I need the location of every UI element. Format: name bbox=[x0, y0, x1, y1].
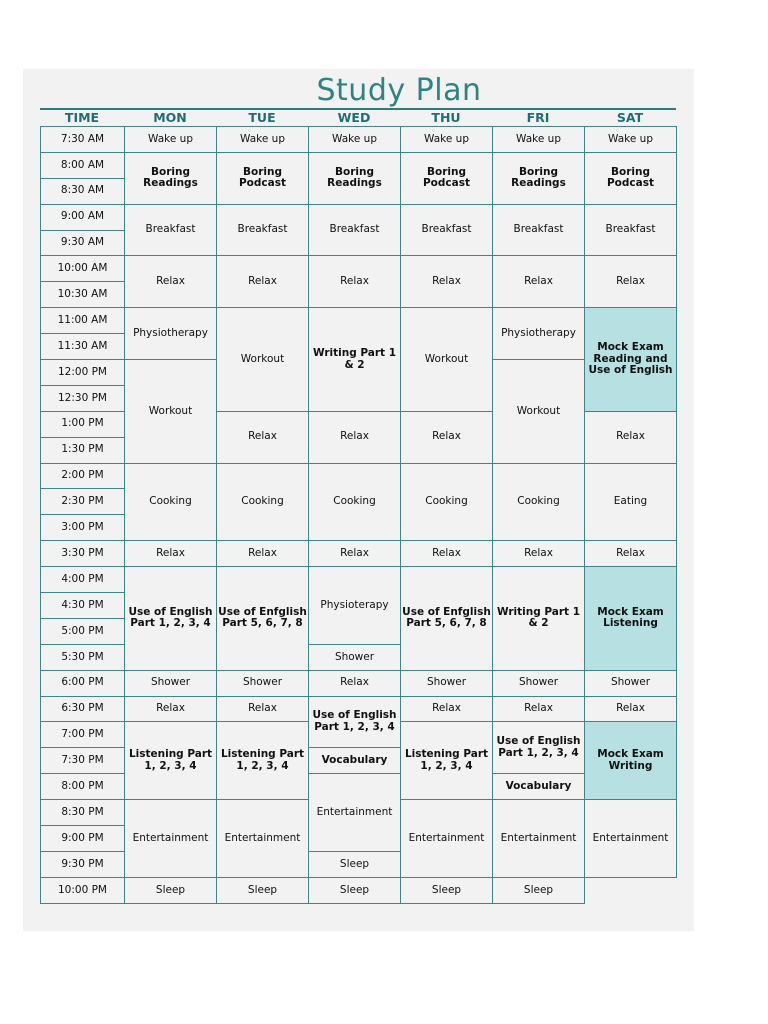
wed-activity-cell: Entertainment bbox=[309, 774, 401, 852]
time-cell: 8:00 PM bbox=[41, 774, 125, 800]
tue-activity-cell: Workout bbox=[217, 308, 309, 412]
wed-activity-cell: Relax bbox=[309, 256, 401, 308]
fri-activity-cell: Cooking bbox=[493, 463, 585, 541]
time-cell: 7:30 PM bbox=[41, 748, 125, 774]
column-header-time: TIME bbox=[64, 110, 100, 125]
time-cell: 7:00 PM bbox=[41, 722, 125, 748]
time-cell: 10:00 PM bbox=[41, 877, 125, 903]
sat-activity-cell: Boring Podcast bbox=[585, 152, 677, 204]
time-cell: 11:30 AM bbox=[41, 334, 125, 360]
sat-activity-cell: Relax bbox=[585, 411, 677, 463]
fri-activity-cell: Physiotherapy bbox=[493, 308, 585, 360]
time-cell: 12:00 PM bbox=[41, 360, 125, 386]
wed-activity-cell: Relax bbox=[309, 670, 401, 696]
fri-activity-cell: Workout bbox=[493, 360, 585, 464]
time-cell: 5:00 PM bbox=[41, 618, 125, 644]
table-row bbox=[41, 152, 677, 178]
fri-activity-cell: Wake up bbox=[493, 127, 585, 153]
mon-activity-cell: Sleep bbox=[125, 877, 217, 903]
column-header-fri: FRI bbox=[526, 110, 550, 125]
mon-activity-cell: Relax bbox=[125, 696, 217, 722]
sat-activity-cell: Eating bbox=[585, 463, 677, 541]
time-cell: 2:30 PM bbox=[41, 489, 125, 515]
sat-activity-cell: Mock Exam Reading and Use of English bbox=[585, 308, 677, 412]
mon-activity-cell: Physiotherapy bbox=[125, 308, 217, 360]
wed-activity-cell: Vocabulary bbox=[309, 748, 401, 774]
thu-activity-cell: Wake up bbox=[401, 127, 493, 153]
thu-activity-cell: Use of Enfglish Part 5, 6, 7, 8 bbox=[401, 567, 493, 671]
fri-activity-cell: Breakfast bbox=[493, 204, 585, 256]
wed-activity-cell: Relax bbox=[309, 411, 401, 463]
column-header-mon: MON bbox=[153, 110, 187, 125]
time-cell: 8:30 AM bbox=[41, 178, 125, 204]
time-cell: 11:00 AM bbox=[41, 308, 125, 334]
schedule-table bbox=[40, 126, 677, 904]
table-row bbox=[41, 204, 677, 230]
tue-activity-cell: Relax bbox=[217, 411, 309, 463]
time-cell: 8:00 AM bbox=[41, 152, 125, 178]
sat-activity-cell: Relax bbox=[585, 541, 677, 567]
mon-activity-cell: Breakfast bbox=[125, 204, 217, 256]
time-cell: 10:00 AM bbox=[41, 256, 125, 282]
column-header-wed: WED bbox=[337, 110, 371, 125]
mon-activity-cell: Cooking bbox=[125, 463, 217, 541]
fri-activity-cell: Writing Part 1 & 2 bbox=[493, 567, 585, 671]
time-cell: 2:00 PM bbox=[41, 463, 125, 489]
thu-activity-cell: Workout bbox=[401, 308, 493, 412]
time-cell: 4:00 PM bbox=[41, 567, 125, 593]
tue-activity-cell: Breakfast bbox=[217, 204, 309, 256]
wed-activity-cell: Wake up bbox=[309, 127, 401, 153]
wed-activity-cell: Use of English Part 1, 2, 3, 4 bbox=[309, 696, 401, 748]
thu-activity-cell: Relax bbox=[401, 411, 493, 463]
tue-activity-cell: Cooking bbox=[217, 463, 309, 541]
tue-activity-cell: Shower bbox=[217, 670, 309, 696]
time-cell: 9:30 AM bbox=[41, 230, 125, 256]
thu-activity-cell: Entertainment bbox=[401, 800, 493, 878]
thu-activity-cell: Boring Podcast bbox=[401, 152, 493, 204]
time-cell: 9:00 PM bbox=[41, 826, 125, 852]
thu-activity-cell: Relax bbox=[401, 256, 493, 308]
tue-activity-cell: Relax bbox=[217, 541, 309, 567]
tue-activity-cell: Wake up bbox=[217, 127, 309, 153]
mon-activity-cell: Use of English Part 1, 2, 3, 4 bbox=[125, 567, 217, 671]
wed-activity-cell: Physioterapy bbox=[309, 567, 401, 645]
fri-activity-cell: Relax bbox=[493, 256, 585, 308]
wed-activity-cell: Shower bbox=[309, 644, 401, 670]
sat-activity-cell: Breakfast bbox=[585, 204, 677, 256]
mon-activity-cell: Relax bbox=[125, 256, 217, 308]
fri-activity-cell: Relax bbox=[493, 541, 585, 567]
fri-activity-cell: Boring Readings bbox=[493, 152, 585, 204]
mon-activity-cell: Entertainment bbox=[125, 800, 217, 878]
sat-activity-cell: Mock Exam Writing bbox=[585, 722, 677, 800]
sat-activity-cell: Relax bbox=[585, 256, 677, 308]
sat-activity-cell: Shower bbox=[585, 670, 677, 696]
time-cell: 4:30 PM bbox=[41, 593, 125, 619]
fri-activity-cell: Shower bbox=[493, 670, 585, 696]
time-cell: 6:30 PM bbox=[41, 696, 125, 722]
table-row bbox=[41, 127, 677, 153]
tue-activity-cell: Relax bbox=[217, 256, 309, 308]
thu-activity-cell: Sleep bbox=[309, 877, 401, 903]
thu-activity-cell: Breakfast bbox=[401, 204, 493, 256]
fri-activity-cell: Entertainment bbox=[493, 800, 585, 878]
wed-activity-cell: Relax bbox=[309, 541, 401, 567]
time-cell: 5:30 PM bbox=[41, 644, 125, 670]
table-row bbox=[41, 463, 677, 489]
sat-activity-cell: Wake up bbox=[585, 127, 677, 153]
wed-activity-cell: Breakfast bbox=[309, 204, 401, 256]
tue-activity-cell: Listening Part 1, 2, 3, 4 bbox=[217, 722, 309, 800]
time-cell: 9:30 PM bbox=[41, 851, 125, 877]
wed-activity-cell: Cooking bbox=[309, 463, 401, 541]
time-cell: 1:30 PM bbox=[41, 437, 125, 463]
table-row bbox=[41, 567, 677, 593]
sat-activity-cell: Mock Exam Listening bbox=[585, 567, 677, 671]
tue-activity-cell: Sleep bbox=[217, 877, 309, 903]
table-row bbox=[41, 696, 677, 722]
column-header-sat: SAT bbox=[616, 110, 644, 125]
thu-activity-cell: Relax bbox=[401, 541, 493, 567]
thu-activity-cell: Listening Part 1, 2, 3, 4 bbox=[401, 722, 493, 800]
table-row bbox=[41, 541, 677, 567]
time-cell: 8:30 PM bbox=[41, 800, 125, 826]
thu-activity-cell: Shower bbox=[401, 670, 493, 696]
fri-activity-cell: Use of English Part 1, 2, 3, 4 bbox=[493, 722, 585, 774]
fri-activity-cell: Relax bbox=[493, 696, 585, 722]
sat-activity-cell: Sleep bbox=[493, 877, 585, 903]
wed-activity-cell: Sleep bbox=[309, 851, 401, 877]
sat-activity-cell: Entertainment bbox=[585, 800, 677, 878]
column-header-tue: TUE bbox=[248, 110, 276, 125]
mon-activity-cell: Listening Part 1, 2, 3, 4 bbox=[125, 722, 217, 800]
mon-activity-cell: Relax bbox=[125, 541, 217, 567]
table-row bbox=[41, 308, 677, 334]
mon-activity-cell: Shower bbox=[125, 670, 217, 696]
table-row bbox=[41, 670, 677, 696]
column-header-thu: THU bbox=[431, 110, 461, 125]
time-cell: 9:00 AM bbox=[41, 204, 125, 230]
time-cell: 6:00 PM bbox=[41, 670, 125, 696]
sat-activity-cell: Relax bbox=[585, 696, 677, 722]
time-cell: 12:30 PM bbox=[41, 385, 125, 411]
thu-activity-cell: Relax bbox=[401, 696, 493, 722]
mon-activity-cell: Wake up bbox=[125, 127, 217, 153]
tue-activity-cell: Use of Enfglish Part 5, 6, 7, 8 bbox=[217, 567, 309, 671]
time-cell: 7:30 AM bbox=[41, 127, 125, 153]
tue-activity-cell: Relax bbox=[217, 696, 309, 722]
time-cell: 10:30 AM bbox=[41, 282, 125, 308]
time-cell: 1:00 PM bbox=[41, 411, 125, 437]
thu-activity-cell: Cooking bbox=[401, 463, 493, 541]
wed-activity-cell: Boring Readings bbox=[309, 152, 401, 204]
fri-activity-cell: Vocabulary bbox=[493, 774, 585, 800]
time-cell: 3:00 PM bbox=[41, 515, 125, 541]
mon-activity-cell: Boring Readings bbox=[125, 152, 217, 204]
tue-activity-cell: Boring Podcast bbox=[217, 152, 309, 204]
page-title: Study Plan bbox=[316, 73, 482, 108]
tue-activity-cell: Entertainment bbox=[217, 800, 309, 878]
fri-activity-cell: Sleep bbox=[401, 877, 493, 903]
table-row bbox=[41, 877, 677, 903]
time-cell: 3:30 PM bbox=[41, 541, 125, 567]
mon-activity-cell: Workout bbox=[125, 360, 217, 464]
wed-activity-cell: Writing Part 1 & 2 bbox=[309, 308, 401, 412]
table-row bbox=[41, 256, 677, 282]
